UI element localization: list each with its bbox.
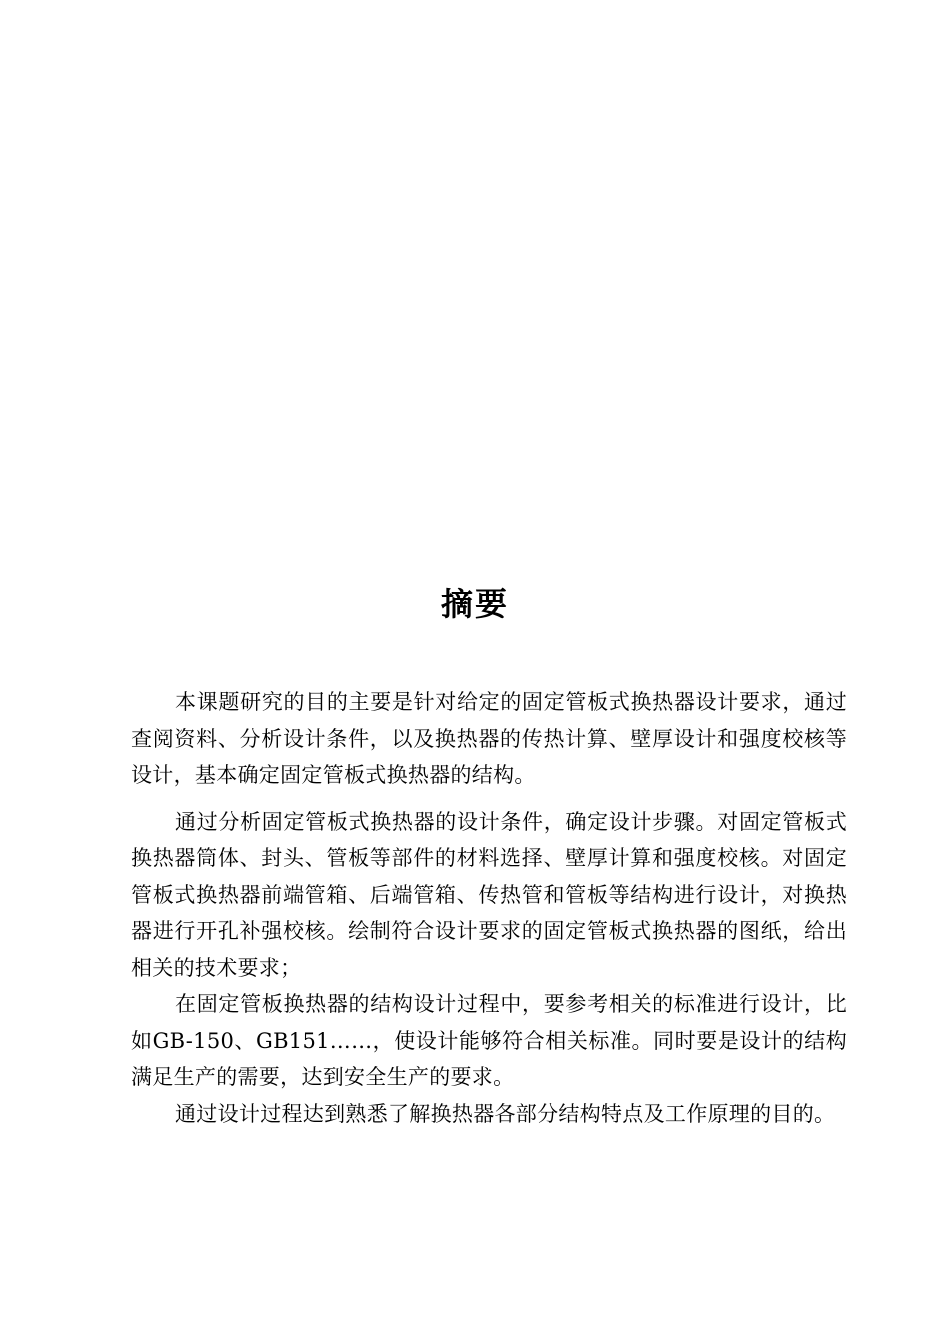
abstract-paragraph-4: 通过设计过程达到熟悉了解换热器各部分结构特点及工作原理的目的。 (175, 1101, 836, 1126)
abstract-body (131, 684, 847, 1132)
abstract-title: 摘要 (440, 585, 509, 623)
abstract-paragraph-3: 在固定管板换热器的结构设计过程中，要参考相关的标准进行设计，比如GB-150、GB151……，使设计能够符合相关标准。同时要是设计的结构满足生产的需要，达到安全生产的要求。 (131, 992, 847, 1089)
abstract-paragraph-1: 本课题研究的目的主要是针对给定的固定管板式换热器设计要求，通过查阅资料、分析设计条件，以及换热器的传热计算、壁厚设计和强度校核等设计，基本确定固定管板式换热器的结构。 (131, 690, 847, 787)
abstract-paragraph-2: 通过分析固定管板式换热器的设计条件，确定设计步骤。对固定管板式换热器筒体、封头、管板等部件的材料选择、壁厚计算和强度校核。对固定管板式换热器前端管箱、后端管箱、传热管和管板等结构进行设计，对换热器进行开孔补强校核。绘制符合设计要求的固定管板式换热器的图纸，给出相关的技术要求； (131, 809, 847, 980)
